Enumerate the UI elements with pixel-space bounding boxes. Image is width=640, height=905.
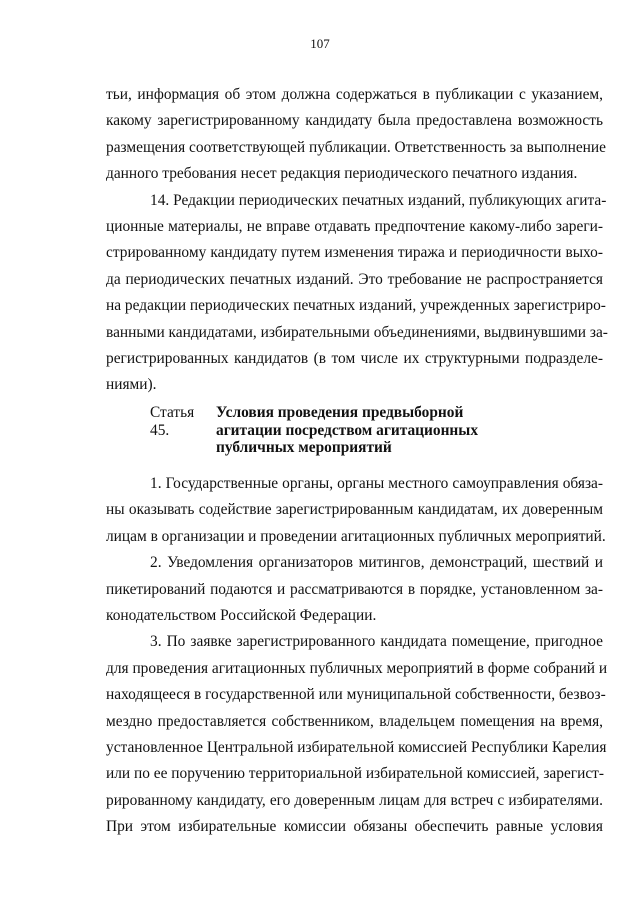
text-line: ны оказывать содействие зарегистрированным кандидатам, их доверенным	[106, 501, 603, 519]
text-line: ниями).	[106, 376, 157, 394]
article-title-line: публичных мероприятий	[216, 439, 392, 457]
text-line: конодательством Российской Федерации.	[106, 606, 377, 624]
page-number: 107	[310, 36, 330, 51]
text-line: 1. Государственные органы, органы местного самоуправления обяза-	[150, 475, 603, 492]
text-line: пикетирований подаются и рассматриваются в порядке, установленном за-	[106, 580, 603, 598]
paragraph-continuation	[106, 82, 606, 188]
paragraph-item-2	[106, 550, 603, 629]
text-line: для проведения агитационных публичных мероприятий в форме собраний и	[106, 659, 608, 677]
text-line: находящееся в государственной или муниципальной собственности, безвоз-	[106, 686, 606, 704]
article-title-line: Условия проведения предвыборной	[216, 404, 464, 421]
text-line: тьи, информация об этом должна содержаться в публикации с указанием,	[106, 86, 603, 103]
text-line: размещения соответствующей публикации. Ответственность за выполнение	[106, 138, 606, 156]
text-line: ванными кандидатами, избирательными объединениями, выдвинувшими за-	[106, 323, 608, 341]
text-line: регистрированных кандидатов (в том числе их структурными подразделе-	[106, 349, 603, 367]
article-title-line: агитации посредством агитационных	[216, 421, 479, 439]
text-line: какому зарегистрированному кандидату была предоставлена возможность	[106, 112, 603, 130]
text-line: или по ее поручению территориальной избирательной комиссией, зарегист-	[106, 765, 605, 783]
text-line: данного требования несет редакция периодического печатного издания.	[106, 165, 578, 183]
text-line: рированному кандидату, его доверенным лицам для встреч с избирателями.	[106, 791, 603, 809]
text-line: мездно предоставляется собственником, владельцем помещения на время,	[106, 712, 603, 730]
text-line: 14. Редакции периодических печатных изданий, публикующих агита-	[150, 191, 607, 209]
paragraph-item-3	[106, 629, 608, 840]
text-line: ционные материалы, не вправе отдавать предпочтение какому-либо зареги-	[106, 217, 603, 235]
article-title	[216, 404, 516, 457]
text-line: да периодических печатных изданий. Это требование не распространяется	[106, 270, 603, 288]
text-line: лицам в организации и проведении агитационных публичных мероприятий.	[106, 527, 606, 545]
text-line: на редакции периодических печатных изданий, учрежденных зарегистриро-	[106, 297, 606, 315]
paragraph-item-1	[106, 471, 606, 550]
paragraph-item-14	[106, 188, 608, 399]
text-line: При этом избирательные комиссии обязаны обеспечить равные условия	[106, 818, 603, 836]
text-line: установленное Центральной избирательной комиссией Республики Карелия	[106, 738, 607, 756]
text-line: стрированному кандидату путем изменения тиража и периодичности выхо-	[106, 244, 603, 262]
article-label: Статья 45.	[150, 404, 195, 439]
text-line: 3. По заявке зарегистрированного кандидата помещение, пригодное	[150, 633, 603, 651]
text-line: 2. Уведомления организаторов митингов, демонстраций, шествий и	[150, 554, 603, 572]
article-heading	[150, 404, 516, 457]
